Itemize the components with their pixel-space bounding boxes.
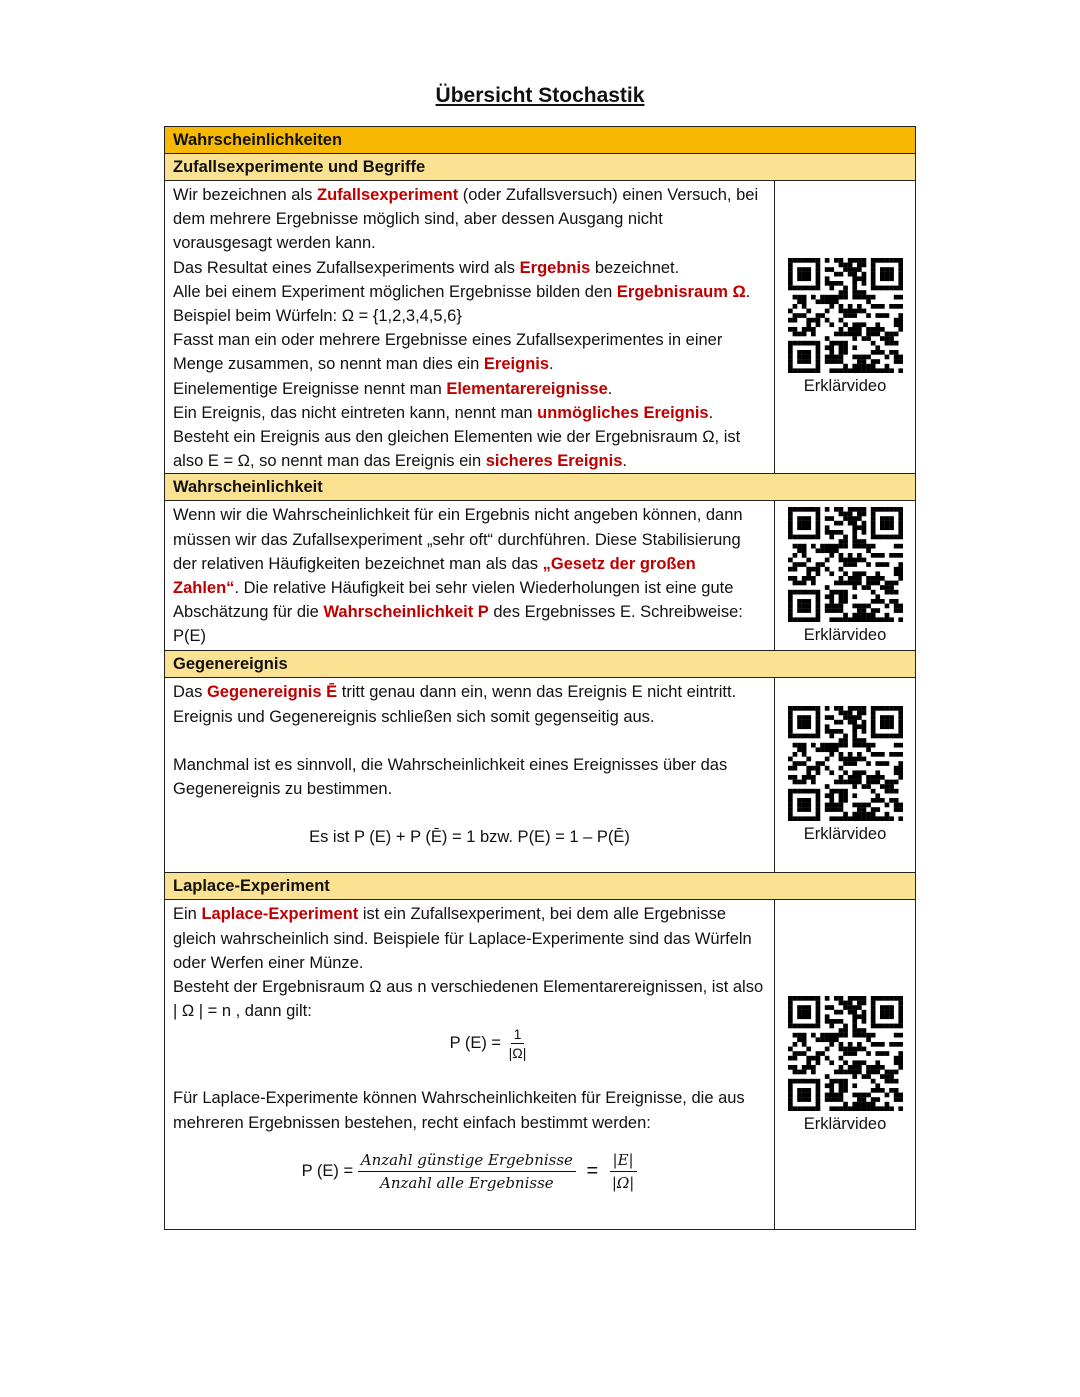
qr-caption[interactable]: Erklärvideo (803, 625, 887, 644)
term-ergebnis: Ergebnis (519, 258, 591, 277)
section-heading-laplace: Laplace-Experiment (165, 873, 916, 900)
section-heading-zufallsexperimente: Zufallsexperimente und Begriffe (165, 154, 916, 181)
qr-cell-4 (775, 900, 916, 1230)
qr-cell-1 (775, 181, 916, 474)
term-gegenereignis: Gegenereignis Ē (206, 683, 338, 702)
qr-caption[interactable]: Erklärvideo (803, 377, 887, 396)
laplace-note: Für Laplace-Experimente können Wahrscheinlichkeiten für Ereignisse, die aus mehreren Ergebnissen bestehen, recht einfach bestimmt werden: (173, 1089, 745, 1132)
term-laplace-experiment: Laplace-Experiment (201, 905, 359, 924)
term-gesetz-grosse-zahlen: „Gesetz der großen Zahlen“ (173, 554, 696, 598)
term-sicheres-ereignis: sicheres Ereignis (485, 452, 623, 471)
qr-code-icon[interactable] (788, 258, 903, 373)
gegenereignis-formula: Es ist P (E) + P (Ē) = 1 bzw. P(E) = 1 – P(Ē) (309, 828, 630, 847)
page-title: Übersicht Stochastik (435, 84, 645, 107)
section-body-wahrscheinlichkeit: Wenn wir die Wahrscheinlichkeit für ein Ergebnis nicht angeben können, dann müssen wir das Zufallsexperiment „sehr oft“ durchführen. Diese Stabilisierung der relativen Häufigkeiten bezeichnet man als das „Gesetz der großen Zahlen“. Die relative Häufigkeit bei sehr vielen Wiederholungen ist eine gute Abschätzung für die Wahrscheinlichkeit P des Ergebnisses E. Schreibweise: P(E) (165, 501, 775, 651)
section-body-laplace: Ein Laplace-Experiment ist ein Zufallsexperiment, bei dem alle Ergebnisse gleich wahrscheinlich sind. Beispiele für Laplace-Experimente sind das Würfeln oder Werfen einer Münze. Besteht der Ergebnisraum Ω aus n verschiedenen Elementarereignissen, ist also | Ω | = n , dann gilt: P (E) = $\frac{1}{|\Omega|}$ Für Laplace-Experimente können Wahrscheinlichkeiten für Ereignisse, die aus mehreren Ergebnissen bestehen, recht einfach bestimmt werden: P (E) = $\frac{\text{Anzahl günstige Ergebnisse}}{\text{Anzahl alle Ergebnisse}}$ = $\frac{|E|}{|\Omega|}$ (165, 900, 775, 1230)
qr-cell-3 (775, 678, 916, 873)
overview-table (164, 126, 916, 1230)
term-ergebnisraum: Ergebnisraum Ω (616, 282, 746, 301)
qr-caption[interactable]: Erklärvideo (803, 1114, 887, 1133)
term-elementarereignisse: Elementarereignisse (446, 379, 608, 398)
gegenereignis-note: Manchmal ist es sinnvoll, die Wahrscheinlichkeit eines Ereignisses über das Gegenereignis zu bestimmen. (173, 755, 728, 799)
section-heading-wahrscheinlichkeit: Wahrscheinlichkeit (165, 474, 916, 501)
section-heading-gegenereignis: Gegenereignis (165, 651, 916, 678)
laplace-condition: Besteht der Ergebnisraum Ω aus n verschiedenen Elementarereignissen, ist also | Ω | = n , dann gilt: (173, 978, 764, 1021)
section-body-gegenereignis: Das Gegenereignis Ē tritt genau dann ein, wenn das Ereignis E nicht eintritt. Ereignis und Gegenereignis schließen sich somit gegenseitig aus. Manchmal ist es sinnvoll, die Wahrscheinlichkeit eines Ereignisses über das Gegenereignis zu bestimmen. Es ist P (E) + P (Ē) = 1 bzw. P(E) = 1 – P(Ē) (165, 678, 775, 873)
main-header: Wahrscheinlichkeiten (165, 127, 916, 154)
term-unmoegliches-ereignis: unmögliches Ereignis (537, 403, 709, 422)
term-zufallsexperiment: Zufallsexperiment (316, 186, 459, 204)
laplace-formula-2: P (E) = $\frac{\text{Anzahl günstige Ergebnisse}}{\text{Anzahl alle Ergebnisse}}$ = $\frac{|E|}{|\Omega|}$ (173, 1149, 766, 1194)
qr-code-icon[interactable] (788, 996, 903, 1111)
qr-code-icon[interactable] (788, 507, 903, 622)
laplace-formula-1: P (E) = $\frac{1}{|\Omega|}$ (449, 1026, 527, 1062)
qr-caption[interactable]: Erklärvideo (803, 825, 887, 844)
qr-cell-2 (775, 501, 916, 651)
qr-code-icon[interactable] (788, 706, 903, 821)
term-ereignis: Ereignis (483, 355, 550, 374)
section-body-zufallsexperimente: Wir bezeichnen als Zufallsexperiment (oder Zufallsversuch) einen Versuch, bei dem mehrere Ergebnisse möglich sind, aber dessen Ausgang nicht vorausgesagt werden kann. Das Resultat eines Zufallsexperiments wird als Ergebnis bezeichnet. Alle bei einem Experiment möglichen Ergebnisse bilden den Ergebnisraum Ω. Beispiel beim Würfeln: Ω = {1,2,3,4,5,6} Fasst man ein oder mehrere Ergebnisse eines Zufallsexperimentes in einer Menge zusammen, so nennt man dies ein Ereignis. Einelementige Ereignisse nennt man Elementarereignisse. Ein Ereignis, das nicht eintreten kann, nennt man unmögliches Ereignis. Besteht ein Ereignis aus den gleichen Elementen wie der Ergebnisraum Ω, ist also E = Ω, so nennt man das Ereignis ein sicheres Ereignis. (165, 181, 775, 474)
term-wahrscheinlichkeit-p: Wahrscheinlichkeit P (323, 603, 489, 622)
